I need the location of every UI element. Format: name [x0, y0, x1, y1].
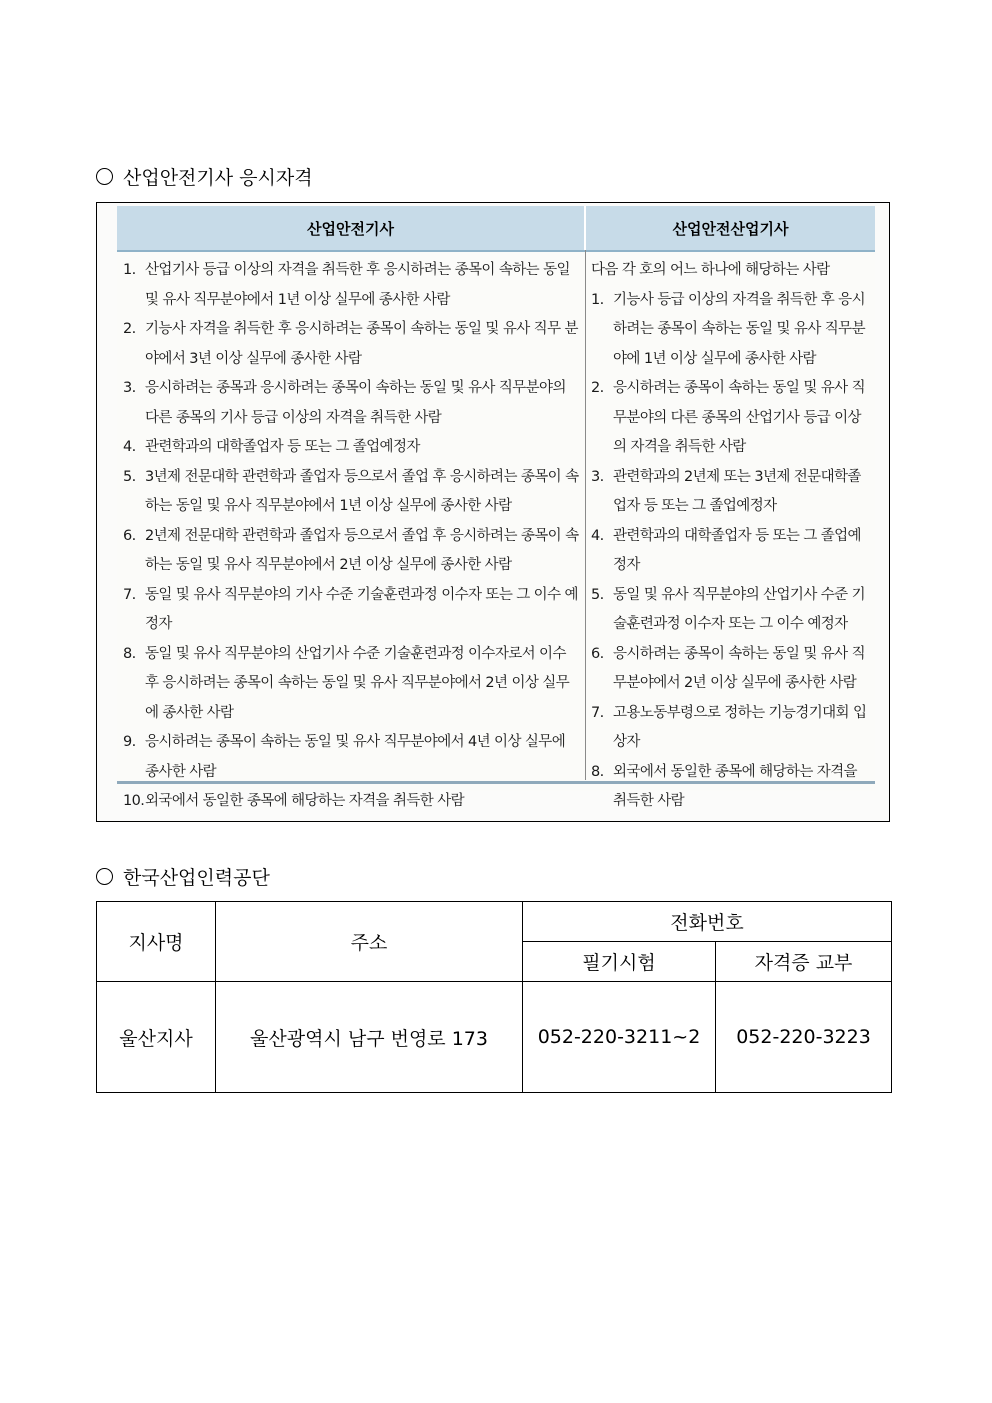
item-number: 8. [123, 645, 136, 662]
item-text: 관련학과의 2년제 또는 3년제 전문대학졸업자 등 또는 그 졸업예정자 [613, 468, 861, 514]
item-text: 3년제 전문대학 관련학과 졸업자 등으로서 졸업 후 응시하려는 종목이 속하는 동일 및 유사 직무분야에서 1년 이상 실무에 종사한 사람 [145, 468, 579, 514]
circle-bullet-icon [96, 168, 113, 185]
list-item [123, 787, 581, 817]
list-item [591, 463, 873, 522]
qualifications-image [96, 202, 890, 822]
industrial-engineer-requirements [591, 256, 873, 817]
item-number: 7. [591, 704, 604, 721]
table-row [97, 982, 892, 1093]
item-text: 산업기사 등급 이상의 자격을 취득한 후 응시하려는 종목이 속하는 동일 및 유사 직무분야에서 1년 이상 실무에 종사한 사람 [145, 262, 570, 308]
item-text: 2년제 전문대학 관련학과 졸업자 등으로서 졸업 후 응시하려는 종목이 속하는 동일 및 유사 직무분야에서 2년 이상 실무에 종사한 사람 [145, 527, 579, 573]
item-number: 7. [123, 586, 136, 603]
qualifications-header [117, 206, 875, 252]
item-number: 1. [591, 291, 604, 308]
list-item [591, 581, 873, 640]
header-industrial-safety-industrial-engineer: 산업안전산업기사 [584, 206, 875, 250]
item-number: 9. [123, 734, 136, 750]
item-text: 기능사 자격을 취득한 후 응시하려는 종목이 속하는 동일 및 유사 직무 분야에서 3년 이상 실무에 종사한 사람 [145, 321, 578, 367]
item-number: 5. [591, 586, 604, 603]
item-number: 10. [123, 793, 145, 809]
item-text: 고용노동부령으로 정하는 기능경기대회 입상자 [613, 704, 867, 750]
item-text: 응시하려는 종목이 속하는 동일 및 유사 직무분야에서 4년 이상 실무에 종사한 사람 [145, 734, 566, 780]
item-number: 4. [123, 439, 136, 455]
list-item [591, 522, 873, 581]
list-item [591, 286, 873, 375]
list-item [123, 315, 581, 374]
section-title-text: 한국산업인력공단 [123, 867, 270, 889]
list-item [591, 640, 873, 699]
item-number: 2. [123, 321, 136, 337]
cell-branch: 울산지사 [97, 982, 216, 1093]
list-item [123, 256, 581, 315]
column-divider [585, 250, 586, 780]
header-industrial-safety-engineer: 산업안전기사 [307, 219, 394, 238]
item-number: 5. [123, 468, 136, 485]
list-item [591, 758, 873, 817]
item-number: 1. [123, 262, 136, 278]
item-text: 동일 및 유사 직무분야의 기사 수준 기술훈련과정 이수자 또는 그 이수 예정자 [145, 586, 578, 632]
item-text: 응시하려는 종목이 속하는 동일 및 유사 직무분야에서 2년 이상 실무에 종사한 사람 [613, 645, 865, 691]
item-number: 4. [591, 527, 604, 544]
header-address: 주소 [216, 902, 523, 982]
item-text: 관련학과의 대학졸업자 등 또는 그 졸업예정자 [145, 439, 420, 455]
item-number: 8. [591, 763, 604, 780]
item-text: 응시하려는 종목과 응시하려는 종목이 속하는 동일 및 유사 직무분야의 다른 종목의 기사 등급 이상의 자격을 취득한 사람 [145, 380, 566, 426]
cell-certificate-phone: 052-220-3223 [716, 982, 892, 1093]
item-number: 6. [123, 527, 136, 544]
item-number: 6. [591, 645, 604, 662]
list-item [123, 433, 581, 463]
circle-bullet-icon [96, 868, 113, 885]
item-number: 3. [123, 380, 136, 396]
list-item [123, 728, 581, 787]
item-text: 외국에서 동일한 종목에 해당하는 자격을 취득한 사람 [145, 793, 465, 809]
list-item [123, 581, 581, 640]
cell-address: 울산광역시 남구 번영로 173 [216, 982, 523, 1093]
section-title-qualifications [96, 163, 313, 190]
item-text: 관련학과의 대학졸업자 등 또는 그 졸업예정자 [613, 527, 861, 573]
engineer-requirements [123, 256, 581, 817]
list-item [123, 463, 581, 522]
header-certificate: 자격증 교부 [716, 942, 892, 982]
list-item [123, 522, 581, 581]
item-text: 외국에서 동일한 종목에 해당하는 자격을 취득한 사람 [613, 763, 857, 809]
section-title-hrdk [96, 863, 270, 890]
item-number: 2. [591, 380, 604, 396]
list-item [123, 374, 581, 433]
header-branch: 지사명 [97, 902, 216, 982]
qualifications-table [117, 206, 875, 809]
list-item [123, 640, 581, 729]
office-contact-table [96, 901, 892, 1093]
item-text: 동일 및 유사 직무분야의 산업기사 수준 기술훈련과정 이수자 또는 그 이수 예정자 [613, 586, 865, 632]
item-text: 기능사 등급 이상의 자격을 취득한 후 응시하려는 종목이 속하는 동일 및 유사 직무분야에 1년 이상 실무에 종사한 사람 [613, 291, 865, 367]
item-text: 동일 및 유사 직무분야의 산업기사 수준 기술훈련과정 이수자로서 이수 후 응시하려는 종목이 속하는 동일 및 유사 직무분야에서 2년 이상 실무에 종사한 사람 [145, 645, 570, 721]
item-text: 응시하려는 종목이 속하는 동일 및 유사 직무분야의 다른 종목의 산업기사 등급 이상의 자격을 취득한 사람 [613, 380, 865, 455]
cell-written-exam-phone: 052-220-3211~2 [523, 982, 716, 1093]
list-item [591, 374, 873, 463]
requirements-intro: 다음 각 호의 어느 하나에 해당하는 사람 [591, 262, 830, 278]
section-title-text: 산업안전기사 응시자격 [123, 167, 313, 189]
list-item [591, 699, 873, 758]
header-written-exam: 필기시험 [523, 942, 716, 982]
item-number: 3. [591, 468, 604, 485]
header-phone: 전화번호 [523, 902, 892, 942]
bottom-rule [117, 781, 875, 784]
